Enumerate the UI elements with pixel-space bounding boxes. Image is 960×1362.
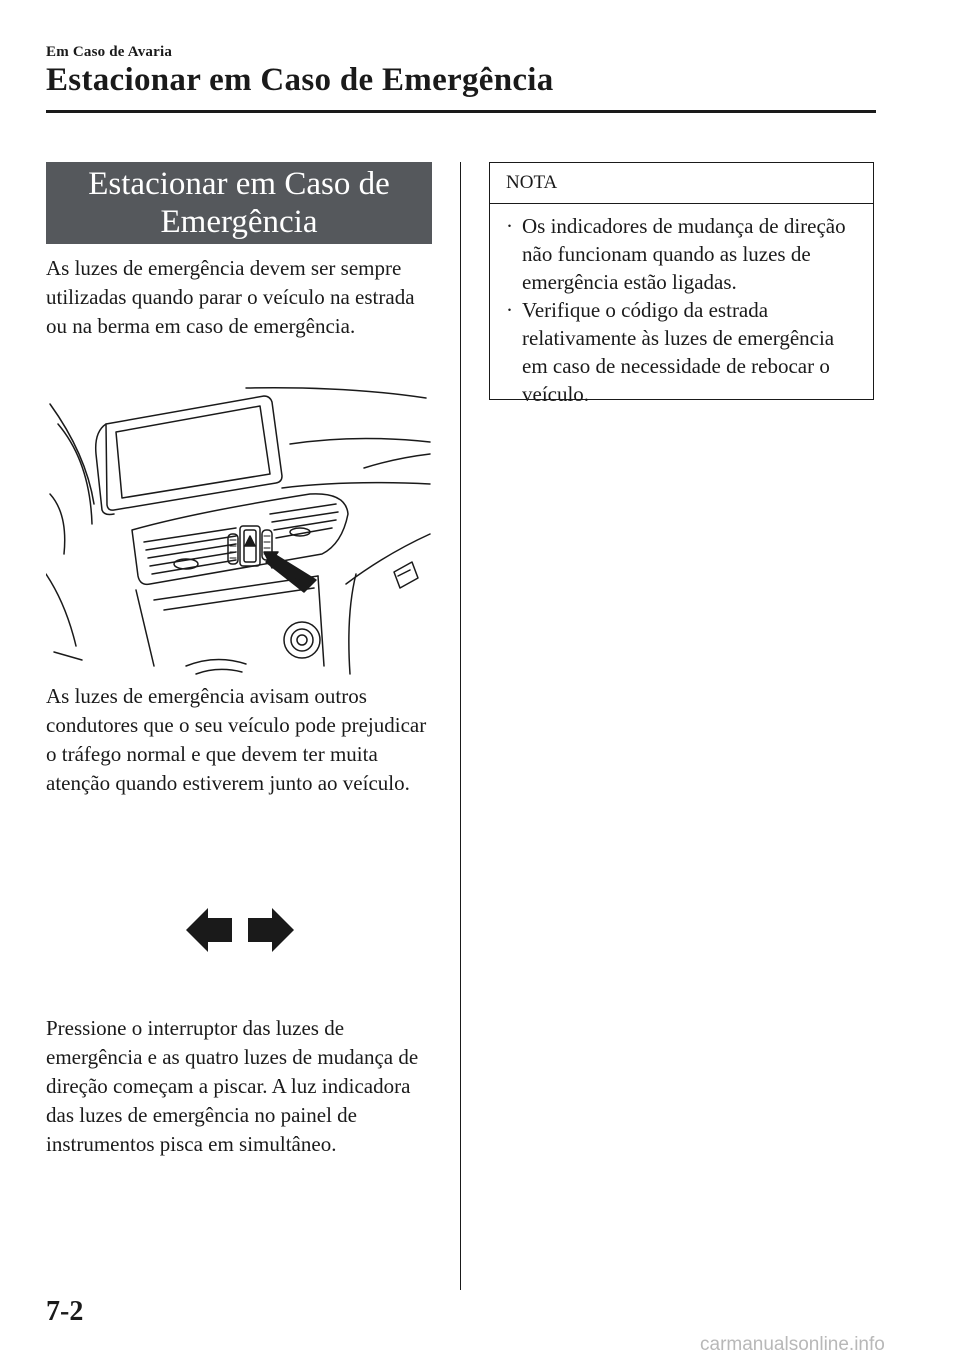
page-title: Estacionar em Caso de Emergência: [46, 62, 554, 98]
note-item-text: Verifique o código da estrada relativamente às luzes de emergência em caso de necessidade de rebocar o veículo.: [522, 298, 835, 406]
intro-paragraph: As luzes de emergência devem ser sempre utilizadas quando parar o veículo na estrada ou na berma em caso de emergência.: [46, 256, 415, 338]
bullet-icon: ·: [506, 298, 513, 322]
list-item: [506, 296, 863, 408]
instruction-paragraph: Pressione o interruptor das luzes de emergência e as quatro luzes de mudança de direção começam a piscar. A luz indicadora das luzes de emergência no painel de instrumentos pisca em simultâneo.: [46, 1016, 419, 1156]
title-rule: [46, 110, 876, 113]
dashboard-hazard-switch-illustration: [46, 384, 432, 676]
page-number: 7-2: [46, 1296, 84, 1327]
note-list: [490, 204, 873, 408]
note-item-text: Os indicadores de mudança de direção não funcionam quando as luzes de emergência estão ligadas.: [522, 214, 846, 294]
note-box: [489, 162, 874, 406]
note-header: NOTA: [490, 163, 873, 204]
bullet-icon: ·: [506, 214, 513, 238]
list-item: [506, 212, 863, 296]
watermark: carmanualsonline.info: [700, 1334, 885, 1355]
section-heading: [46, 162, 432, 244]
warning-paragraph: As luzes de emergência avisam outros condutores que o seu veículo pode prejudicar o tráfego normal e que devem ter muita atenção quando estiverem junto ao veículo.: [46, 684, 427, 795]
running-head: Em Caso de Avaria: [46, 44, 173, 60]
section-heading-line1: Estacionar em Caso de: [88, 166, 390, 202]
column-divider: [460, 162, 461, 1290]
section-heading-line2: Emergência: [160, 204, 318, 240]
turn-signal-arrows-icon: [186, 908, 294, 952]
